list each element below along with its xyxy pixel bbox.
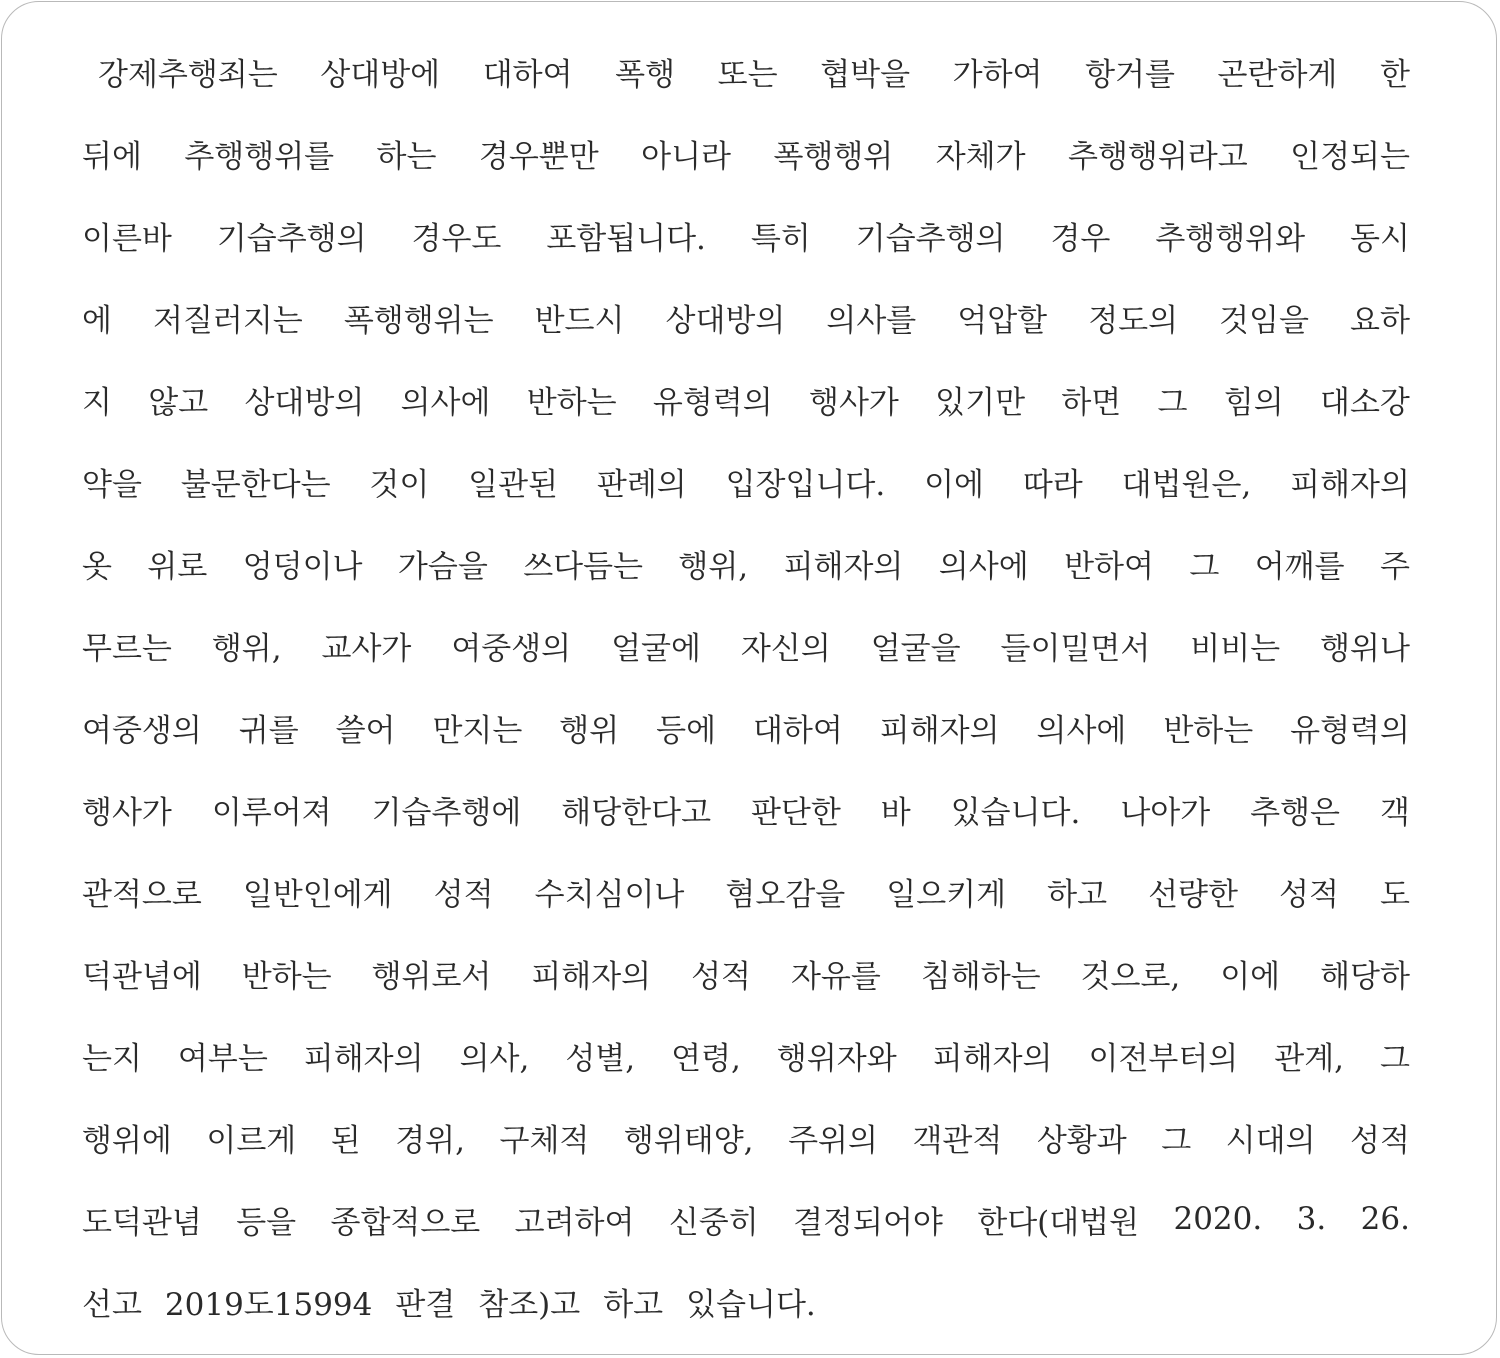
word: 주위의 — [788, 1122, 878, 1159]
word: 폭행행위는 — [343, 302, 494, 339]
word: 주 — [1379, 548, 1410, 585]
word: 연령, — [671, 1040, 741, 1077]
text-line — [82, 1014, 1410, 1096]
text-line — [82, 768, 1410, 850]
word: 행위태양, — [623, 1122, 754, 1159]
word: 불문한다는 — [180, 466, 331, 503]
word: 기습추행의 — [216, 220, 367, 257]
text-line — [82, 30, 1410, 112]
word: 특히 — [750, 220, 811, 257]
word: 해당한다고 — [561, 794, 712, 831]
word: 추행행위라고 — [1068, 138, 1248, 175]
word: 자유를 — [790, 958, 881, 995]
word: 신중히 — [668, 1204, 759, 1241]
word: 상대방의 — [244, 384, 365, 421]
word: 자체가 — [935, 138, 1026, 175]
word: 반드시 — [534, 302, 625, 339]
word: 대하여 — [482, 56, 573, 93]
word: 관적으로 — [82, 876, 202, 913]
word: 의사, — [459, 1040, 530, 1077]
word: 관계, — [1274, 1040, 1345, 1077]
word: 판례의 — [596, 466, 687, 503]
word: 않고 — [148, 384, 209, 421]
word: 한다(대법원 — [977, 1204, 1140, 1241]
word: 폭행 — [615, 56, 676, 93]
word: 의사에 — [400, 384, 491, 421]
word: 3. — [1296, 1201, 1327, 1237]
word: 행위, — [678, 548, 749, 585]
word: 행위자와 — [776, 1040, 897, 1077]
word: 성적 — [691, 958, 752, 995]
text-line — [82, 686, 1410, 768]
word: 아니라 — [641, 138, 731, 175]
word: 강제추행죄는 — [98, 56, 278, 93]
word: 의사를 — [826, 302, 917, 339]
word: 피해자의 — [303, 1040, 424, 1077]
word: 얼굴을 — [870, 630, 961, 667]
word: 행사가 — [809, 384, 899, 421]
word: 이에 — [1220, 958, 1281, 995]
word: 또는 — [717, 56, 778, 93]
word: 귀를 — [238, 712, 299, 749]
word: 만지는 — [432, 712, 523, 749]
word: 이루어져 — [211, 794, 332, 831]
word: 그 — [1161, 1122, 1192, 1159]
word: 의사에 — [1036, 712, 1127, 749]
word: 행위에 — [82, 1122, 172, 1159]
word: 엉덩이나 — [242, 548, 363, 585]
word: 추행행위와 — [1155, 220, 1306, 257]
word: 것으로, — [1080, 958, 1181, 995]
word: 경우뿐만 — [478, 138, 599, 175]
word: 시대의 — [1225, 1122, 1316, 1159]
word: 얼굴에 — [611, 630, 701, 667]
word: 추행은 — [1250, 794, 1340, 831]
word: 반하는 — [526, 384, 617, 421]
word: 비비는 — [1190, 630, 1281, 667]
word: 항거를 — [1085, 56, 1175, 93]
word: 결정되어야 — [793, 1204, 943, 1241]
word: 자신의 — [740, 630, 831, 667]
word: 객 — [1379, 794, 1410, 831]
word: 피해자의 — [879, 712, 1000, 749]
word: 이전부터의 — [1088, 1040, 1239, 1077]
word: 가하여 — [952, 56, 1043, 93]
word: 교사가 — [321, 630, 412, 667]
word: 상대방의 — [665, 302, 786, 339]
word: 선고 — [82, 1286, 142, 1323]
paragraph — [82, 30, 1410, 1342]
text-line — [82, 358, 1410, 440]
word: 26. — [1360, 1201, 1410, 1237]
word: 쓸어 — [335, 712, 396, 749]
word: 기습추행에 — [371, 794, 522, 831]
word: 뒤에 — [82, 138, 142, 175]
word: 등에 — [656, 712, 717, 749]
word: 피해자의 — [932, 1040, 1053, 1077]
word: 침해하는 — [920, 958, 1041, 995]
text-line — [82, 1096, 1410, 1178]
word: 협박을 — [820, 56, 911, 93]
document-frame — [1, 1, 1497, 1355]
word: 여중생의 — [451, 630, 572, 667]
word: 들이밀면서 — [1000, 630, 1151, 667]
word: 일관된 — [468, 466, 559, 503]
word: 저질러지는 — [153, 302, 303, 339]
word: 객관적 — [912, 1122, 1003, 1159]
word: 여중생의 — [82, 712, 202, 749]
word: 성적 — [1350, 1122, 1410, 1159]
word: 경우 — [1050, 220, 1111, 257]
word: 종합적으로 — [330, 1204, 481, 1241]
word: 경위, — [395, 1122, 465, 1159]
word: 행위로서 — [371, 958, 492, 995]
word: 반하는 — [1163, 712, 1254, 749]
word: 행위, — [211, 630, 282, 667]
word: 된 — [330, 1122, 361, 1159]
word: 일반인에게 — [242, 876, 393, 913]
word: 피해자의 — [1290, 466, 1410, 503]
word: 그 — [1189, 548, 1220, 585]
word: 한 — [1379, 56, 1410, 93]
word: 성별, — [565, 1040, 636, 1077]
word: 폭행행위 — [773, 138, 894, 175]
word: 대하여 — [752, 712, 843, 749]
word: 쓰다듬는 — [523, 548, 643, 585]
word: 곤란하게 — [1217, 56, 1338, 93]
word: 있습니다. — [686, 1286, 816, 1323]
word: 있기만 — [935, 384, 1026, 421]
word: 정도의 — [1088, 302, 1179, 339]
word: 기습추행의 — [855, 220, 1006, 257]
word: 동시 — [1350, 220, 1410, 257]
word: 도덕관념 — [82, 1204, 202, 1241]
text-line — [82, 276, 1410, 358]
word: 여부는 — [177, 1040, 268, 1077]
word: 판단한 — [750, 794, 841, 831]
word: 유형력의 — [652, 384, 773, 421]
word: 위로 — [147, 548, 208, 585]
word: 있습니다. — [950, 794, 1081, 831]
text-line — [82, 440, 1410, 522]
text-line — [82, 1178, 1410, 1260]
word: 대법원은, — [1121, 466, 1252, 503]
word: 옷 — [82, 548, 112, 585]
word: 상황과 — [1036, 1122, 1127, 1159]
word: 행사가 — [82, 794, 172, 831]
word: 피해자의 — [531, 958, 652, 995]
word: 무르는 — [82, 630, 172, 667]
word: 바 — [880, 794, 911, 831]
word: 것이 — [369, 466, 430, 503]
word: 상대방에 — [320, 56, 441, 93]
word: 에 — [82, 302, 112, 339]
word: 경우도 — [411, 220, 502, 257]
word: 고려하여 — [514, 1204, 635, 1241]
word: 인정되는 — [1290, 138, 1410, 175]
word: 행위 — [559, 712, 620, 749]
word: 피해자의 — [783, 548, 904, 585]
word: 대소강 — [1320, 384, 1410, 421]
word: 2020. — [1173, 1201, 1263, 1237]
word: 가슴을 — [397, 548, 488, 585]
word: 참조)고 — [478, 1286, 581, 1323]
word: 하고 — [1047, 876, 1108, 913]
word: 그 — [1380, 1040, 1410, 1077]
word: 선량한 — [1148, 876, 1238, 913]
word: 등을 — [236, 1204, 297, 1241]
text-line — [82, 932, 1410, 1014]
word: 것임을 — [1219, 302, 1309, 339]
word: 하고 — [603, 1286, 664, 1323]
word: 는지 — [82, 1040, 142, 1077]
word: 입장입니다. — [725, 466, 886, 503]
word: 구체적 — [499, 1122, 590, 1159]
word: 반하여 — [1064, 548, 1154, 585]
word: 따라 — [1022, 466, 1083, 503]
word: 의사에 — [938, 548, 1029, 585]
text-line — [82, 604, 1410, 686]
word: 해당하 — [1320, 958, 1410, 995]
word: 성적 — [433, 876, 494, 913]
word: 힘의 — [1223, 384, 1284, 421]
word: 2019도15994 — [164, 1286, 373, 1323]
text-line — [82, 1260, 1410, 1342]
word: 요하 — [1350, 302, 1410, 339]
word: 추행행위를 — [184, 138, 335, 175]
word: 이른바 — [82, 220, 172, 257]
text-line — [82, 112, 1410, 194]
word: 수치심이나 — [534, 876, 685, 913]
word: 하면 — [1061, 384, 1122, 421]
word: 성적 — [1279, 876, 1339, 913]
word: 지 — [82, 384, 112, 421]
text-line — [82, 850, 1410, 932]
word: 일으키게 — [886, 876, 1007, 913]
word: 이르게 — [206, 1122, 297, 1159]
word: 이에 — [924, 466, 984, 503]
word: 판결 — [395, 1286, 456, 1323]
word: 약을 — [82, 466, 142, 503]
word: 행위나 — [1320, 630, 1410, 667]
word: 덕관념에 — [82, 958, 202, 995]
text-line — [82, 194, 1410, 276]
word: 포함됩니다. — [546, 220, 706, 257]
word: 혐오감을 — [725, 876, 846, 913]
word: 어깨를 — [1254, 548, 1345, 585]
word: 유형력의 — [1290, 712, 1410, 749]
word: 억압할 — [957, 302, 1048, 339]
word: 하는 — [376, 138, 437, 175]
word: 그 — [1157, 384, 1188, 421]
word: 도 — [1379, 876, 1410, 913]
word: 나아가 — [1120, 794, 1211, 831]
word: 반하는 — [241, 958, 332, 995]
text-line — [82, 522, 1410, 604]
